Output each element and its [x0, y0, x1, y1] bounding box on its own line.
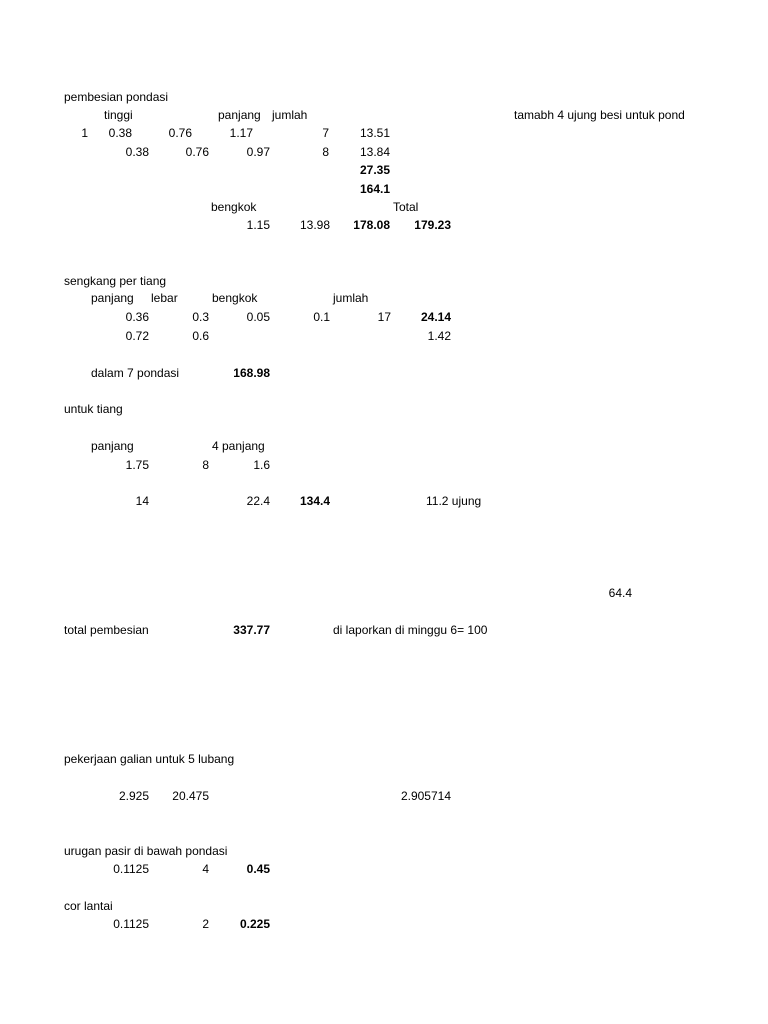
cell-value: 0.1: [313, 310, 330, 324]
cell-value: 8: [322, 145, 329, 159]
cell-value: 0.72: [125, 329, 149, 343]
cell-value: 1.17: [229, 126, 253, 140]
cell-value: 1: [81, 126, 88, 140]
total-value: 168.98: [233, 366, 270, 380]
total-value: 178.08: [353, 218, 390, 232]
cell-value: 0.1125: [113, 862, 149, 876]
cell-value: 14: [135, 494, 149, 508]
total-value: 134.4: [299, 494, 330, 508]
section-title-sengkang: sengkang per tiang: [64, 274, 167, 288]
cell-value: 1.42: [427, 329, 451, 343]
cell-value: 0.97: [246, 145, 270, 159]
cell-value: 0.38: [125, 145, 149, 159]
section-title-untuk-tiang: untuk tiang: [64, 402, 123, 416]
cell-value: 1.15: [246, 218, 270, 232]
cell-value: 11.2 ujung: [426, 494, 482, 508]
cell-value: 20.475: [172, 789, 209, 803]
label-total-pembesian: total pembesian: [64, 623, 149, 637]
header-jumlah: jumlah: [333, 291, 369, 305]
cell-value: 0.76: [185, 145, 209, 159]
cell-value: 13.84: [359, 145, 390, 159]
header-jumlah: jumlah: [272, 108, 308, 122]
cell-value: 64.4: [608, 586, 632, 600]
subtotal-value: 164.1: [359, 182, 390, 196]
header-panjang: panjang: [91, 291, 134, 305]
cell-value: 17: [377, 310, 391, 324]
header-bengkok: bengkok: [211, 200, 257, 214]
note-laporan-minggu: di laporkan di minggu 6= 100: [333, 623, 488, 637]
header-total: Total: [393, 200, 419, 214]
header-panjang: panjang: [91, 439, 134, 453]
cell-value: 0.05: [246, 310, 270, 324]
cell-value: 7: [322, 126, 329, 140]
note-tambah-ujung: tamabh 4 ujung besi untuk pond: [514, 108, 685, 122]
header-tinggi: tinggi: [104, 108, 133, 122]
subtotal-value: 27.35: [359, 163, 390, 177]
cell-value: 0.36: [125, 310, 149, 324]
cell-value: 0.3: [192, 310, 209, 324]
section-title-galian: pekerjaan galian untuk 5 lubang: [64, 752, 235, 766]
header-bengkok: bengkok: [212, 291, 258, 305]
section-title-pembesian-pondasi: pembesian pondasi: [64, 90, 169, 104]
cell-value: 2.925: [118, 789, 149, 803]
cell-value: 13.98: [299, 218, 330, 232]
cell-value: 0.6: [192, 329, 209, 343]
cell-value: 2: [202, 917, 209, 931]
cell-value: 0.76: [168, 126, 192, 140]
cell-value: 1.75: [125, 458, 149, 472]
header-lebar: lebar: [151, 291, 178, 305]
cell-value: 8: [202, 458, 209, 472]
total-value: 0.45: [246, 862, 270, 876]
label-dalam-7-pondasi: dalam 7 pondasi: [91, 366, 180, 380]
cell-value: 1.6: [253, 458, 270, 472]
header-4-panjang: 4 panjang: [212, 439, 265, 453]
section-title-cor-lantai: cor lantai: [64, 899, 113, 913]
cell-value: 2.905714: [400, 789, 451, 803]
cell-value: 0.38: [108, 126, 132, 140]
total-value: 24.14: [420, 310, 451, 324]
cell-value: 4: [202, 862, 209, 876]
header-panjang: panjang: [218, 108, 261, 122]
total-value: 179.23: [414, 218, 451, 232]
cell-value: 13.51: [359, 126, 390, 140]
cell-value: 0.1125: [113, 917, 149, 931]
grand-total-value: 337.77: [233, 623, 270, 637]
cell-value: 22.4: [246, 494, 270, 508]
section-title-urugan-pasir: urugan pasir di bawah pondasi: [64, 844, 228, 858]
total-value: 0.225: [239, 917, 270, 931]
